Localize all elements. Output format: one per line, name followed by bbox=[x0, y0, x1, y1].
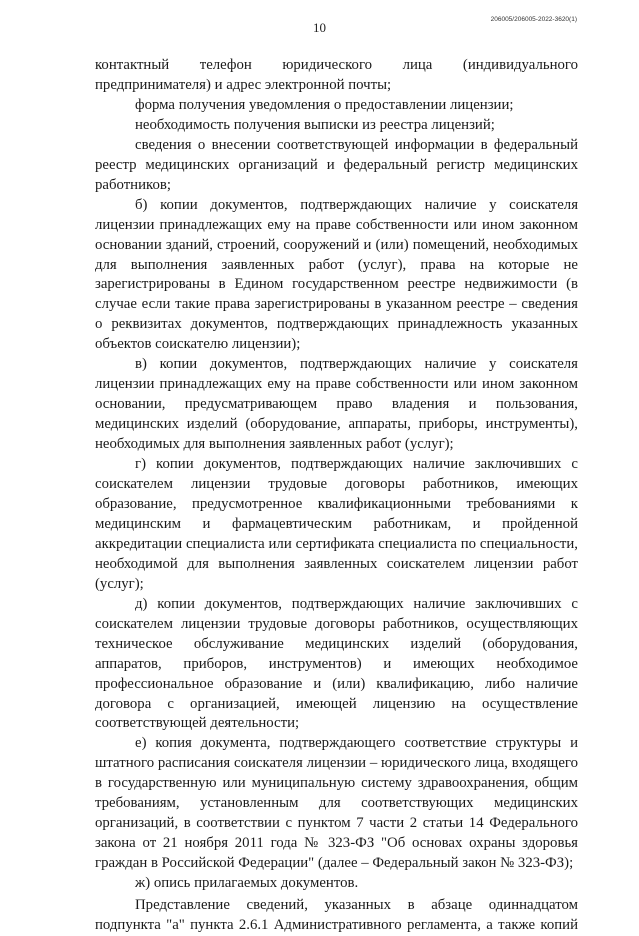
paragraph-submission: Представление сведений, указанных в абзаце одиннадцатом подпункта "а" пункта 2.6.1 Административного регламента, а также копий bbox=[95, 897, 578, 933]
paragraph-item-e: е) копия документа, подтверждающего соответствие структуры и штатного расписания соискателя лицензии – юридического лица, входящего в государственную или муниципальную систему здравоохранения, общим требованиям, установленным для соответствующих медицинских организаций, в соответствии с пунктом 7 части 2 статьи 14 Федерального закона от 21 ноября 2011 года № 323-ФЗ "Об основах охраны здоровья граждан в Российской Федерации" (далее – Федеральный закон № 323-ФЗ); bbox=[95, 735, 578, 872]
document-code: 206005/206005-2022-3620(1) bbox=[490, 16, 577, 23]
paragraph-item-zh: ж) опись прилагаемых документов. bbox=[135, 875, 359, 892]
paragraph-registry-extract: необходимость получения выписки из реестра лицензий; bbox=[135, 116, 495, 133]
paragraph-item-b: б) копии документов, подтверждающих наличие у соискателя лицензии принадлежащих ему на праве собственности или ином законном основании зданий, строений, сооружений и (или) помещений, необходимых для выполнения заявленных работ (услуг), права на которые не зарегистрированы в Едином государственном реестре недвижимости (в случае если такие права зарегистрированы в указанном реестре – сведения о реквизитах документов, подтверждающих принадлежность указанных объектов соискателю лицензии); bbox=[95, 196, 578, 353]
paragraph-item-g: г) копии документов, подтверждающих наличие заключивших с соискателем лицензии трудовые договоры работников, имеющих образование, предусмотренное квалификационными требованиями к медицинским и фармацевтическим работникам, и пройденной аккредитации специалиста или сертификата специалиста по специальности, необходимой для выполнения заявленных соискателем лицензии работ (услуг); bbox=[95, 456, 578, 592]
paragraph-notification-form: форма получения уведомления о предоставлении лицензии; bbox=[135, 96, 514, 113]
paragraph-federal-registry: сведения о внесении соответствующей информации в федеральный реестр медицинских организаций и федеральный регистр медицинских работников; bbox=[95, 136, 578, 193]
paragraph-item-d: д) копии документов, подтверждающих наличие заключивших с соискателем лицензии трудовые договоры работников, осуществляющих техническое обслуживание медицинских изделий (оборудования, аппаратов, приборов, инструментов) и имеющих необходимое профессиональное образование и (или) квалификацию, либо наличие договора с организацией, имеющей лицензию на осуществление соответствующей деятельности; bbox=[95, 595, 578, 732]
paragraph-item-v: в) копии документов, подтверждающих наличие у соискателя лицензии принадлежащих ему на праве собственности или ином законном основании, предусматривающем право владения и пользования, медицинских изделий (оборудование, аппараты, приборы, инструменты), необходимых для выполнения заявленных работ (услуг); bbox=[95, 356, 578, 453]
document-body bbox=[95, 56, 578, 936]
page-number: 10 bbox=[313, 20, 326, 35]
paragraph-contact-phone: контактный телефон юридического лица (индивидуального предпринимателя) и адрес электронной почты; bbox=[95, 57, 578, 93]
